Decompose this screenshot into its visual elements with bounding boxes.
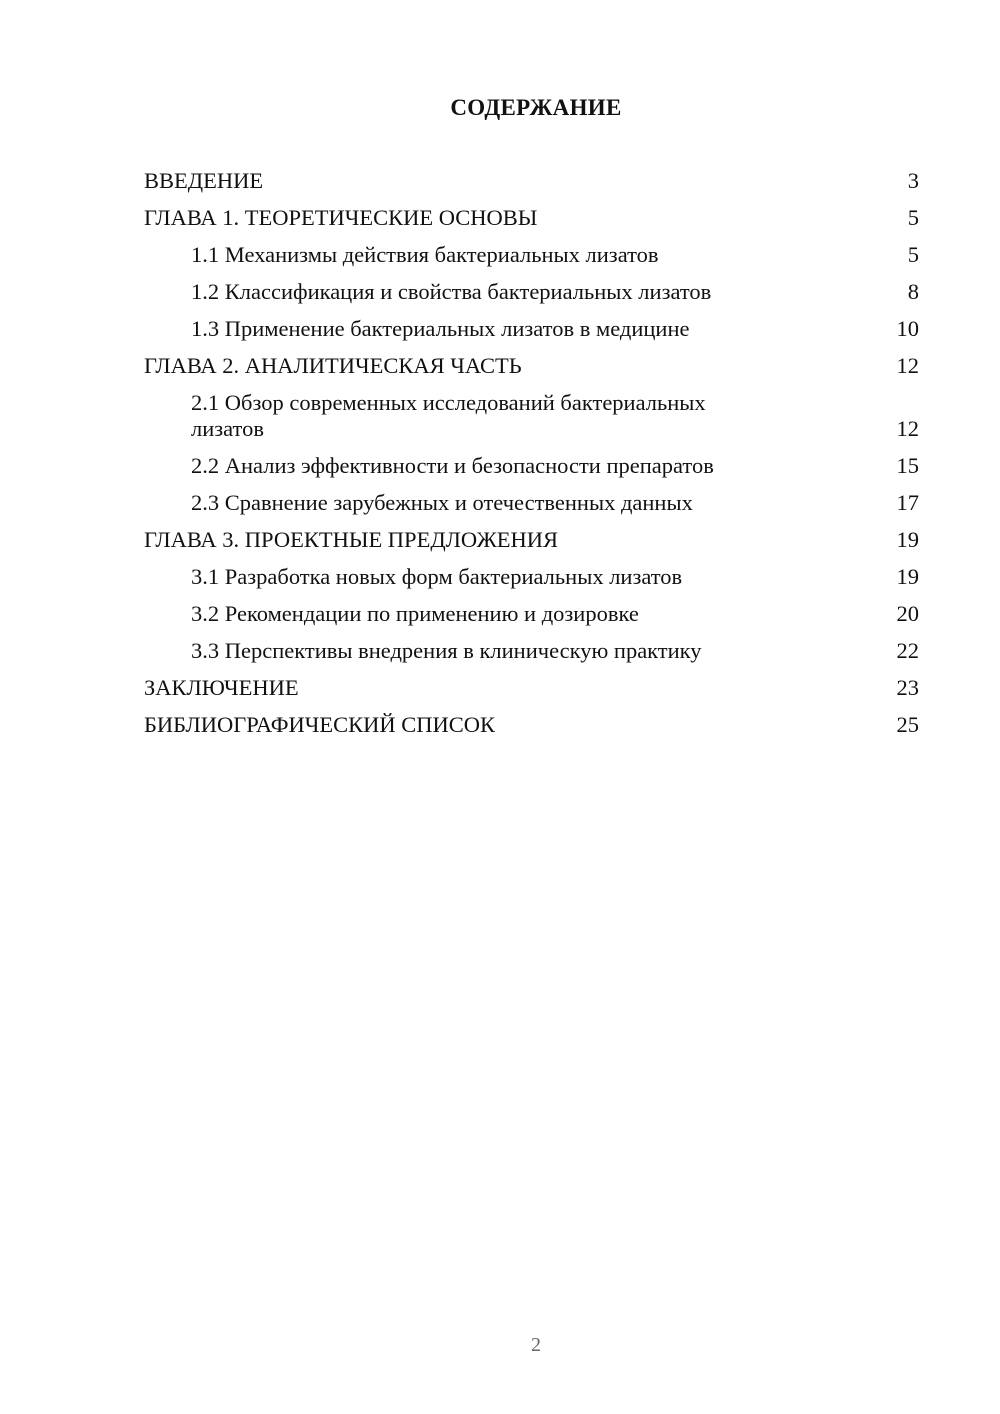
toc-entry-label: БИБЛИОГРАФИЧЕСКИЙ СПИСОК xyxy=(144,712,496,737)
toc-entry-section-3-3[interactable] xyxy=(144,638,919,664)
toc-entry-page: 8 xyxy=(907,279,919,304)
toc-entry-label: 1.3 Применение бактериальных лизатов в медицине xyxy=(191,316,690,341)
toc-entry-section-1-3[interactable] xyxy=(144,316,919,342)
toc-entry-page: 20 xyxy=(896,601,919,626)
toc-entry-label: 3.2 Рекомендации по применению и дозировке xyxy=(191,601,639,626)
toc-entry-page: 10 xyxy=(896,316,919,341)
toc-entry-section-2-2[interactable] xyxy=(144,453,919,479)
toc-entry-label: 1.2 Классификация и свойства бактериальных лизатов xyxy=(191,279,712,304)
toc-entry-section-2-1[interactable] xyxy=(144,390,919,442)
toc-entry-page: 23 xyxy=(896,675,919,700)
toc-entry-label: 1.1 Механизмы действия бактериальных лизатов xyxy=(191,242,659,267)
toc-entry-chapter-1[interactable] xyxy=(144,205,919,231)
toc-entry-label: 2.2 Анализ эффективности и безопасности препаратов xyxy=(191,453,714,478)
toc-entry-section-2-3[interactable] xyxy=(144,490,919,516)
toc-entry-section-3-1[interactable] xyxy=(144,564,919,590)
toc-entry-label: ВВЕДЕНИЕ xyxy=(144,168,264,193)
page-number: 2 xyxy=(531,1334,541,1356)
toc-entry-page: 22 xyxy=(896,638,919,663)
toc-entry-page: 5 xyxy=(907,242,919,267)
table-of-contents xyxy=(144,168,919,749)
toc-entry-chapter-3[interactable] xyxy=(144,527,919,553)
toc-entry-page: 15 xyxy=(896,453,919,478)
toc-entry-label: 2.1 Обзор современных исследований бактериальных лизатов xyxy=(191,390,706,441)
toc-entry-bibliography[interactable] xyxy=(144,712,919,738)
toc-entry-label: ГЛАВА 3. ПРОЕКТНЫЕ ПРЕДЛОЖЕНИЯ xyxy=(144,527,559,552)
toc-entry-page: 12 xyxy=(896,416,919,441)
toc-entry-section-1-2[interactable] xyxy=(144,279,919,305)
toc-entry-page: 5 xyxy=(907,205,919,230)
toc-entry-page: 19 xyxy=(896,564,919,589)
toc-entry-page: 19 xyxy=(896,527,919,552)
toc-entry-label: ГЛАВА 1. ТЕОРЕТИЧЕСКИЕ ОСНОВЫ xyxy=(144,205,538,230)
toc-entry-label: 3.1 Разработка новых форм бактериальных лизатов xyxy=(191,564,683,589)
toc-entry-chapter-2[interactable] xyxy=(144,353,919,379)
toc-entry-introduction[interactable] xyxy=(144,168,919,194)
toc-entry-section-1-1[interactable] xyxy=(144,242,919,268)
toc-entry-label: 2.3 Сравнение зарубежных и отечественных данных xyxy=(191,490,693,515)
toc-entry-page: 3 xyxy=(907,168,919,193)
toc-entry-conclusion[interactable] xyxy=(144,675,919,701)
toc-title: СОДЕРЖАНИЕ xyxy=(450,95,622,120)
toc-entry-page: 17 xyxy=(896,490,919,515)
toc-entry-section-3-2[interactable] xyxy=(144,601,919,627)
toc-entry-label: ЗАКЛЮЧЕНИЕ xyxy=(144,675,299,700)
toc-entry-label: ГЛАВА 2. АНАЛИТИЧЕСКАЯ ЧАСТЬ xyxy=(144,353,522,378)
toc-entry-label: 3.3 Перспективы внедрения в клиническую практику xyxy=(191,638,702,663)
toc-entry-page: 25 xyxy=(896,712,919,737)
toc-entry-page: 12 xyxy=(896,353,919,378)
